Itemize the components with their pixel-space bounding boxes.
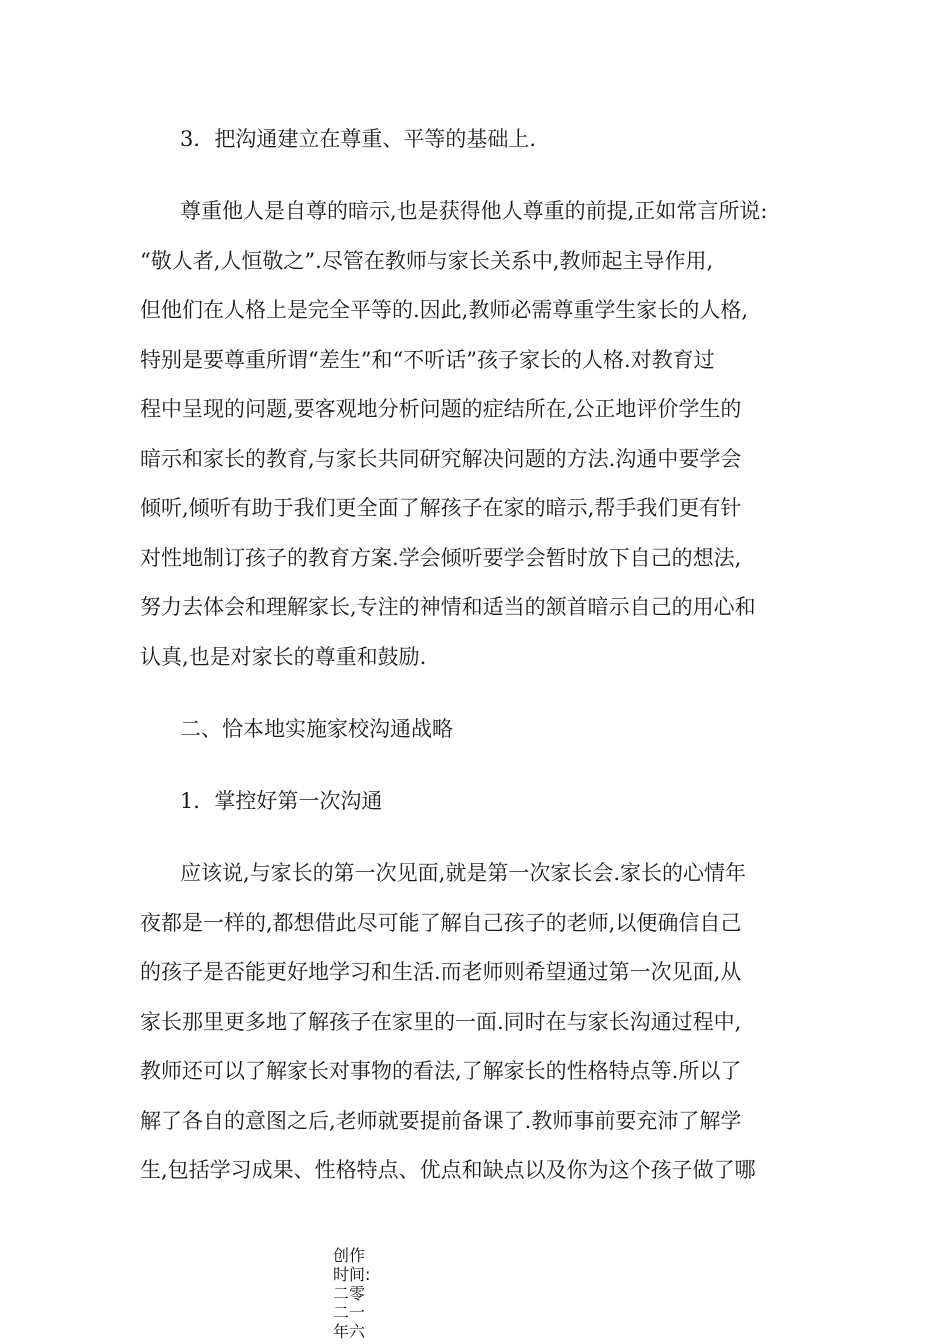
- paragraph-line: 尊重他人是自尊的暗示,也是获得他人尊重的前提,正如常言所说:: [180, 199, 768, 223]
- subheading-3: 3．把沟通建立在尊重、平等的基础上.: [180, 127, 537, 151]
- paragraph-line: 努力去体会和理解家长,专注的神情和适当的颔首暗示自己的用心和: [140, 595, 756, 619]
- paragraph-line: 教师还可以了解家长对事物的看法,了解家长的性格特点等.所以了: [140, 1059, 742, 1083]
- section-title-2: 二、恰本地实施家校沟通战略: [180, 717, 453, 741]
- paragraph-line: 暗示和家长的教育,与家长共同研究解决问题的方法.沟通中要学会: [140, 447, 742, 471]
- paragraph-line: 生,包括学习成果、性格特点、优点和缺点以及你为这个孩子做了哪: [140, 1158, 756, 1182]
- creation-time-footer: 创作时间:二零二一年六: [333, 1246, 371, 1341]
- paragraph-line: 应该说,与家长的第一次见面,就是第一次家长会.家长的心情年: [180, 861, 747, 885]
- paragraph-line: “敬人者,人恒敬之”.尽管在教师与家长关系中,教师起主导作用,: [140, 249, 714, 273]
- subheading-1: 1．掌控好第一次沟通: [180, 789, 383, 813]
- paragraph-line: 认真,也是对家长的尊重和鼓励.: [140, 645, 427, 669]
- paragraph-line: 但他们在人格上是完全平等的.因此,教师必需尊重学生家长的人格,: [140, 298, 749, 322]
- paragraph-line: 倾听,倾听有助于我们更全面了解孩子在家的暗示,帮手我们更有针: [140, 496, 742, 520]
- paragraph-line: 解了各自的意图之后,老师就要提前备课了.教师事前要充沛了解学: [140, 1109, 742, 1133]
- paragraph-line: 的孩子是否能更好地学习和生活.而老师则希望通过第一次见面,从: [140, 960, 742, 984]
- paragraph-line: 家长那里更多地了解孩子在家里的一面.同时在与家长沟通过程中,: [140, 1010, 742, 1034]
- paragraph-line: 对性地制订孩子的教育方案.学会倾听要学会暂时放下自己的想法,: [140, 546, 742, 570]
- paragraph-line: 夜都是一样的,都想借此尽可能了解自己孩子的老师,以便确信自己: [140, 911, 742, 935]
- paragraph-line: 程中呈现的问题,要客观地分析问题的症结所在,公正地评价学生的: [140, 397, 742, 421]
- paragraph-line: 特别是要尊重所谓“差生”和“不听话”孩子家长的人格.对教育过: [140, 348, 715, 372]
